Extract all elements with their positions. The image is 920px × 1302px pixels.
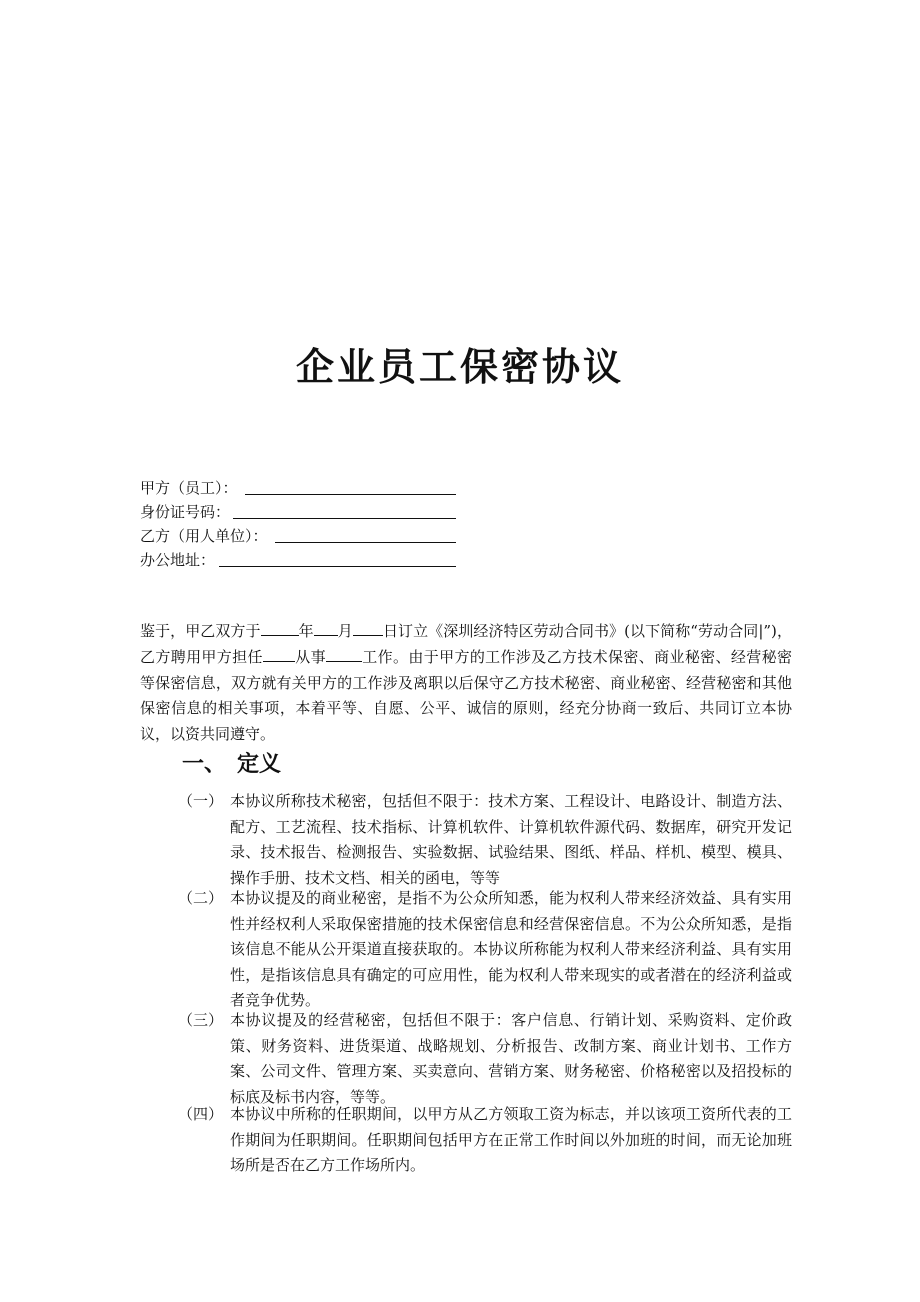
position-blank [263,645,295,662]
intro-text-2: 年 [298,622,314,640]
intro-text-6: 工作。由于甲方的工作涉及乙方技术保密、商业秘密、经营秘密等保密信息，双方就有关甲方的工作涉及离职以后保守乙方技术秘密、商业秘密、经营秘密和其他保密信息的相关事项，本着平等、自愿、公平、诚信的原则，经充分协商一致后、共同订立本协议，以资共同遵守。 [140,647,792,744]
office-address-blank-line [219,566,456,567]
document-title: 企业员工保密协议 [295,344,624,389]
office-address-label: 办公地址： [140,551,216,569]
intro-text-1: 鉴于，甲乙双方于 [140,622,261,640]
clause-1-text: 本协议所称技术秘密，包括但不限于：技术方案、工程设计、电路设计、制造方法、配方、工艺流程、技术指标、计算机软件、计算机软件源代码、数据库，研究开发记录、技术报告、检测报告、实验数据、试验结果、图纸、样品、样机、模型、模具、操作手册、技术文档、相关的函电，等等 [230,792,792,887]
party-a-blank-line [245,494,456,495]
party-b-field [140,524,268,548]
id-number-blank-line [233,518,456,519]
office-address-field [140,548,215,572]
year-blank [261,619,299,636]
party-b-blank-line [275,542,456,543]
clause-1-number: （一） [178,792,224,810]
clause-4-text: 本协议中所称的任职期间，以甲方从乙方领取工资为标志，并以该项工资所代表的工作期间为任职期间。任职期间包括甲方在正常工作时间以外加班的时间，而无论加班场所是否在乙方工作场所内。 [230,1105,792,1175]
clause-3-number: （三） [178,1011,224,1029]
section-1-number: 一、 [182,751,227,777]
intro-paragraph [140,619,792,748]
clause-4-number: （四） [178,1105,224,1123]
intro-text-3: 月 [337,622,353,640]
section-1-title: 定义 [237,751,282,777]
day-blank [353,619,383,636]
id-number-field [140,500,230,524]
clause-2-number: （二） [178,889,224,907]
party-a-label: 甲方（员工）： [140,479,238,497]
intro-text-4: 日订立《深圳经济特区劳动合同书》(以下简称“劳动合同|”)，乙方聘用甲方担任 [140,622,792,666]
work-blank [326,645,362,662]
section-1-heading [182,748,281,780]
id-number-label: 身份证号码： [140,503,231,521]
month-blank [314,619,338,636]
intro-text-5: 从事 [294,647,326,666]
clause-2-text: 本协议提及的商业秘密，是指不为公众所知悉，能为权利人带来经济效益、具有实用性并经权利人采取保密措施的技术保密信息和经营保密信息。不为公众所知悉，是指该信息不能从公开渠道直接获取的。本协议所称能为权利人带来经济利益、具有实用性，是指该信息具有确定的可应用性，能为权利人带来现实的或者潜在的经济利益或者竞争优势。 [230,889,792,1010]
party-b-label: 乙方（用人单位）： [140,527,268,545]
party-a-field [140,476,238,500]
clause-3-text: 本协议提及的经营秘密，包括但不限于：客户信息、行销计划、采购资料、定价政策、财务资料、进货渠道、战略规划、分析报告、改制方案、商业计划书、工作方案、公司文件、管理方案、买卖意向、营销方案、财务秘密、价格秘密以及招投标的标底及标书内容，等等。 [230,1011,792,1106]
